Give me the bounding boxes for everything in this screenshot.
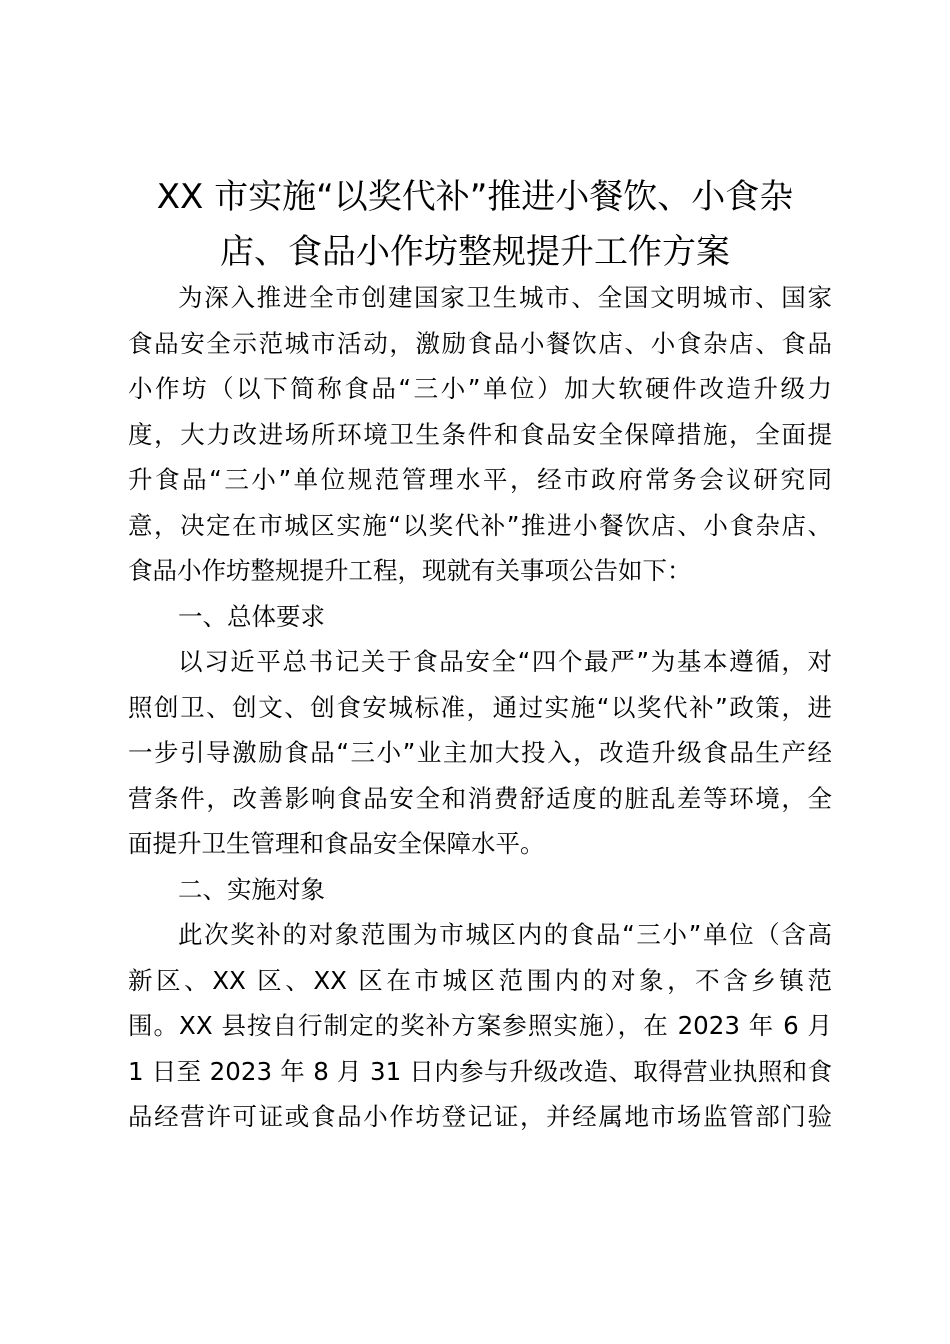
- paragraph-line: 新区、XX 区、XX 区在市城区范围内的对象，不含乡镇范: [128, 965, 832, 995]
- paragraph-line: 围。XX 县按自行制定的奖补方案参照实施），在 2023 年 6 月: [128, 1011, 832, 1040]
- document-body: [128, 275, 832, 1140]
- paragraph-line: 照创卫、创文、创食安城标准，通过实施“以奖代补”政策，进: [128, 692, 832, 722]
- paragraph-line: 以习近平总书记关于食品安全“四个最严”为基本遵循，对: [178, 647, 832, 676]
- section-heading-overall-requirements: 一、总体要求: [178, 601, 325, 631]
- paragraph-line: 一步引导激励食品“三小”业主加大投入，改造升级食品生产经: [128, 738, 832, 767]
- paragraph-line: 营条件，改善影响食品安全和消费舒适度的脏乱差等环境，全: [128, 783, 832, 813]
- title-line-2: 店、食品小作坊整规提升工作方案: [220, 232, 730, 272]
- paragraph-line: 1 日至 2023 年 8 月 31 日内参与升级改造、取得营业执照和食: [128, 1056, 832, 1086]
- title-line-1: XX 市实施“以奖代补”推进小餐饮、小食杂: [156, 177, 794, 217]
- paragraph-line: 品经营许可证或食品小作坊登记证，并经属地市场监管部门验: [128, 1102, 832, 1131]
- paragraph-line: 度，大力改进场所环境卫生条件和食品安全保障措施，全面提: [128, 419, 832, 449]
- paragraph-line: 食品小作坊整规提升工程，现就有关事项公告如下：: [128, 556, 692, 585]
- paragraph-line: 此次奖补的对象范围为市城区内的食品“三小”单位（含高: [178, 920, 832, 949]
- paragraph-line: 升食品“三小”单位规范管理水平，经市政府常务会议研究同: [128, 465, 832, 494]
- section-heading-implementation-targets: 二、实施对象: [178, 874, 325, 904]
- paragraph-line: 食品安全示范城市活动，激励食品小餐饮店、小食杂店、食品: [128, 328, 832, 358]
- paragraph-line: 为深入推进全市创建国家卫生城市、全国文明城市、国家: [178, 283, 832, 312]
- paragraph-line: 小作坊（以下简称食品“三小”单位）加大软硬件改造升级力: [128, 374, 832, 403]
- document-title: [100, 170, 850, 280]
- paragraph-line: 面提升卫生管理和食品安全保障水平。: [128, 829, 545, 858]
- paragraph-line: 意，决定在市城区实施“以奖代补”推进小餐饮店、小食杂店、: [128, 510, 832, 540]
